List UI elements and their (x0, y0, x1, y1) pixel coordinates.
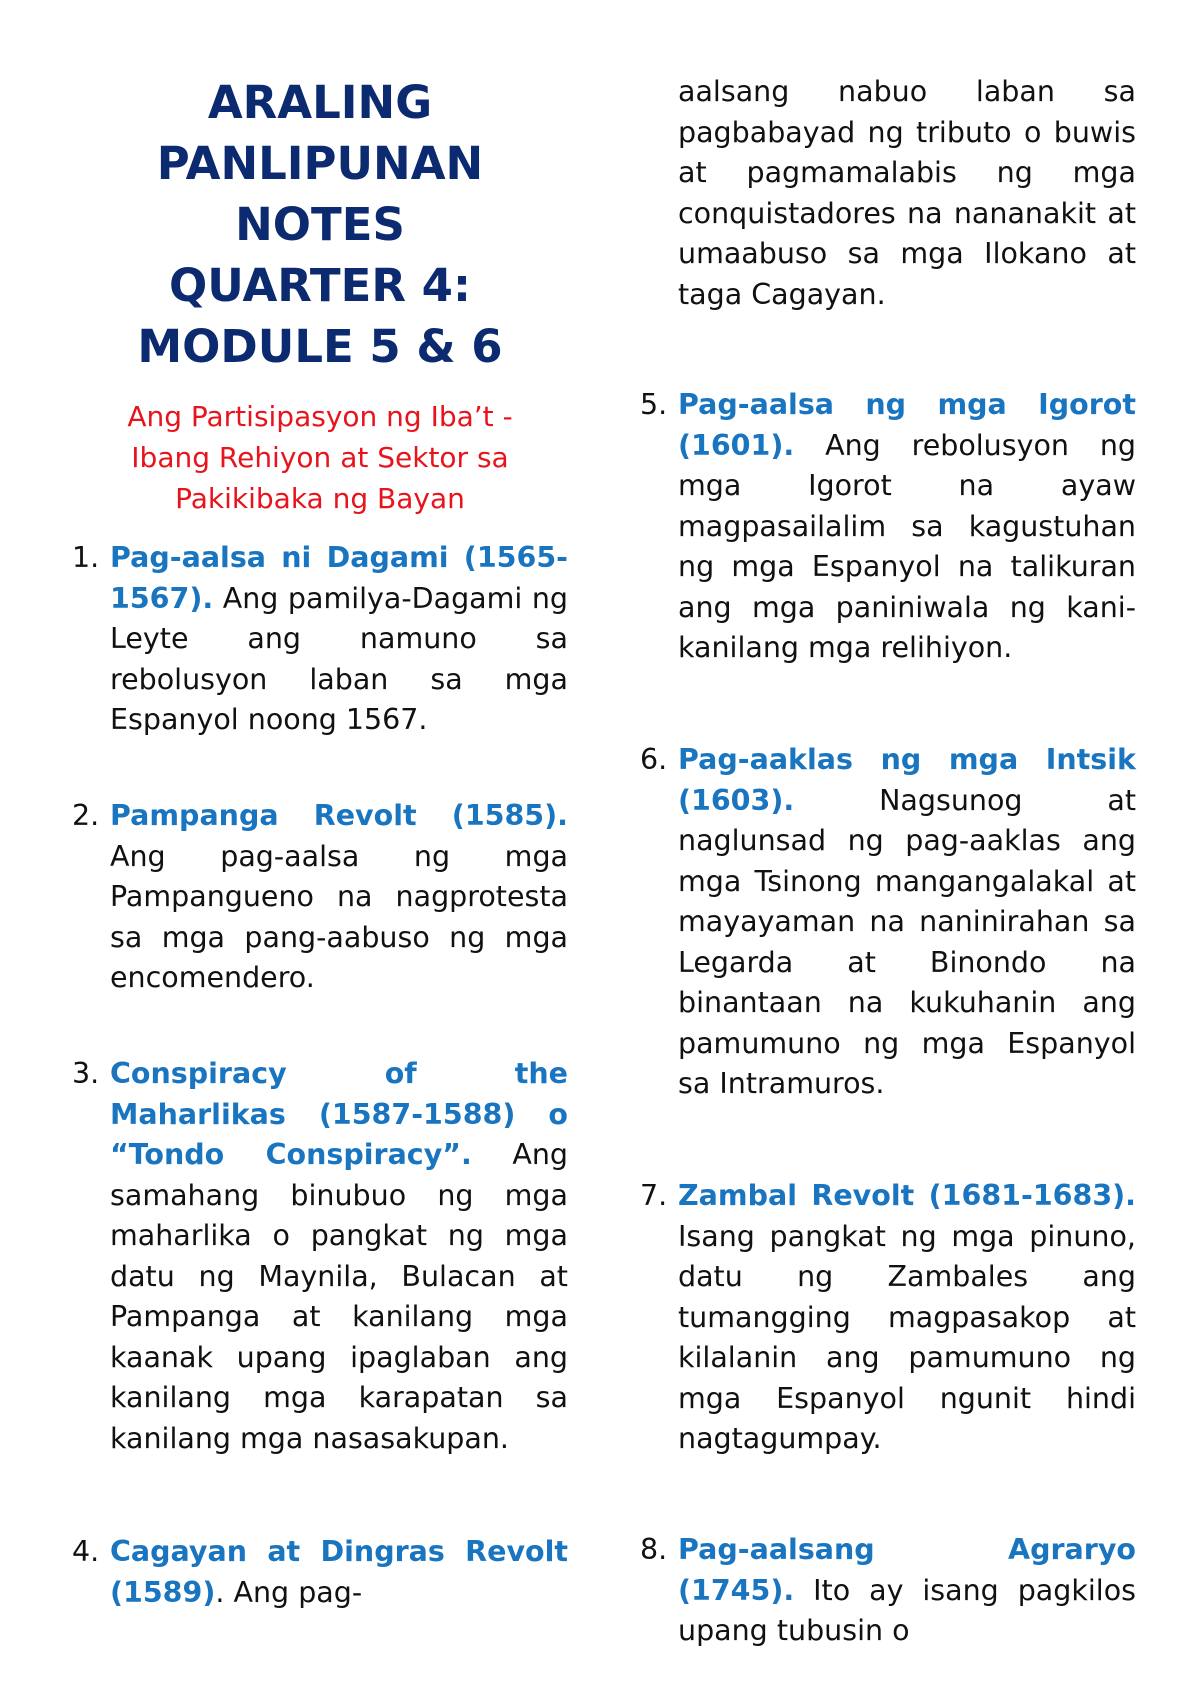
title-line: PANLIPUNAN (156, 137, 484, 190)
item-text: Ang pag-aalsa ng mga Pampangueno na nagprotesta sa mga pang-aabuso ng mga encomendero. (110, 839, 568, 994)
item-number: 3. (72, 1057, 100, 1090)
title-line: NOTES (235, 198, 405, 251)
item-heading: Zambal Revolt (1681-1683). (678, 1179, 1136, 1212)
item-number: 8. (640, 1533, 668, 1566)
continued-paragraph: aalsang nabuo laban sa pagbabayad ng tributo o buwis at pagmamalabis ng mga conquistadores na nananakit at umaabuso sa mga Ilokano at taga Cagayan. (678, 75, 1136, 311)
item-number: 4. (72, 1535, 100, 1568)
item-text: Nagsunog at naglunsad ng pag-aaklas ang mga Tsinong mangangalakal at mayayaman na naninirahan sa Legarda at Binondo na binantaan na kukuhanin ang pamumuno ng mga Espanyol sa Intramuros. (678, 783, 1136, 1100)
item-heading: Pag-aaklas ng mga Intsik (1603). (678, 743, 1136, 817)
item-text: Ang pamilya-Dagami ng Leyte ang namuno sa rebolusyon laban sa mga Espanyol noong 1567. (110, 581, 568, 736)
page-title (110, 72, 530, 377)
item-heading: Pag-aalsang Agraryo (1745). (678, 1533, 1136, 1607)
item-text: Ang rebolusyon ng mga Igorot na ayaw magpasailalim sa kagustuhan ng mga Espanyol na talikuran ang mga paniniwala ng kani-kanilang mga relihiyon. (678, 428, 1136, 664)
item-number: 2. (72, 799, 100, 832)
list-item (72, 1054, 568, 1459)
list-item (640, 1176, 1136, 1460)
title-line: QUARTER 4: (169, 259, 471, 312)
item-number: 7. (640, 1179, 668, 1212)
list-item (72, 538, 568, 741)
item-number: 1. (72, 541, 100, 574)
list-item (72, 1532, 568, 1613)
item-heading: Pag-aalsa ni Dagami (1565-1567). (110, 541, 568, 615)
item-heading: Cagayan at Dingras Revolt (1589) (110, 1535, 568, 1609)
item-heading: Pampanga Revolt (1585). (110, 799, 568, 832)
item-text: Isang pangkat ng mga pinuno, datu ng Zambales ang tumangging magpasakop at kilalanin ang pamumuno ng mga Espanyol ngunit hindi nagtagumpay. (678, 1219, 1136, 1455)
item-heading: Pag-aalsa ng mga Igorot (1601). (678, 388, 1136, 462)
item-number: 6. (640, 743, 668, 776)
item-heading: Conspiracy of the Maharlikas (1587-1588) o “Tondo Conspiracy”. (110, 1057, 568, 1171)
list-item (72, 796, 568, 999)
section-subtitle: Ang Partisipasyon ng Iba’t - Ibang Rehiyon at Sektor sa Pakikibaka ng Bayan (127, 400, 513, 515)
item-text: Ito ay isang pagkilos upang tubusin o (678, 1573, 1136, 1647)
list-item (640, 1530, 1136, 1652)
list-item (640, 385, 1136, 669)
title-line: ARALING (207, 76, 433, 129)
item-text: Ang samahang binubuo ng mga maharlika o pangkat ng mga datu ng Maynila, Bulacan at Pampanga at kanilang mga kaanak upang ipaglaban ang kanilang mga karapatan sa kanilang mga nasasakupan. (110, 1138, 568, 1455)
item-number: 5. (640, 388, 668, 421)
title-line: MODULE 5 & 6 (137, 320, 503, 373)
list-item (640, 740, 1136, 1105)
item-text: . Ang pag- (215, 1575, 363, 1609)
